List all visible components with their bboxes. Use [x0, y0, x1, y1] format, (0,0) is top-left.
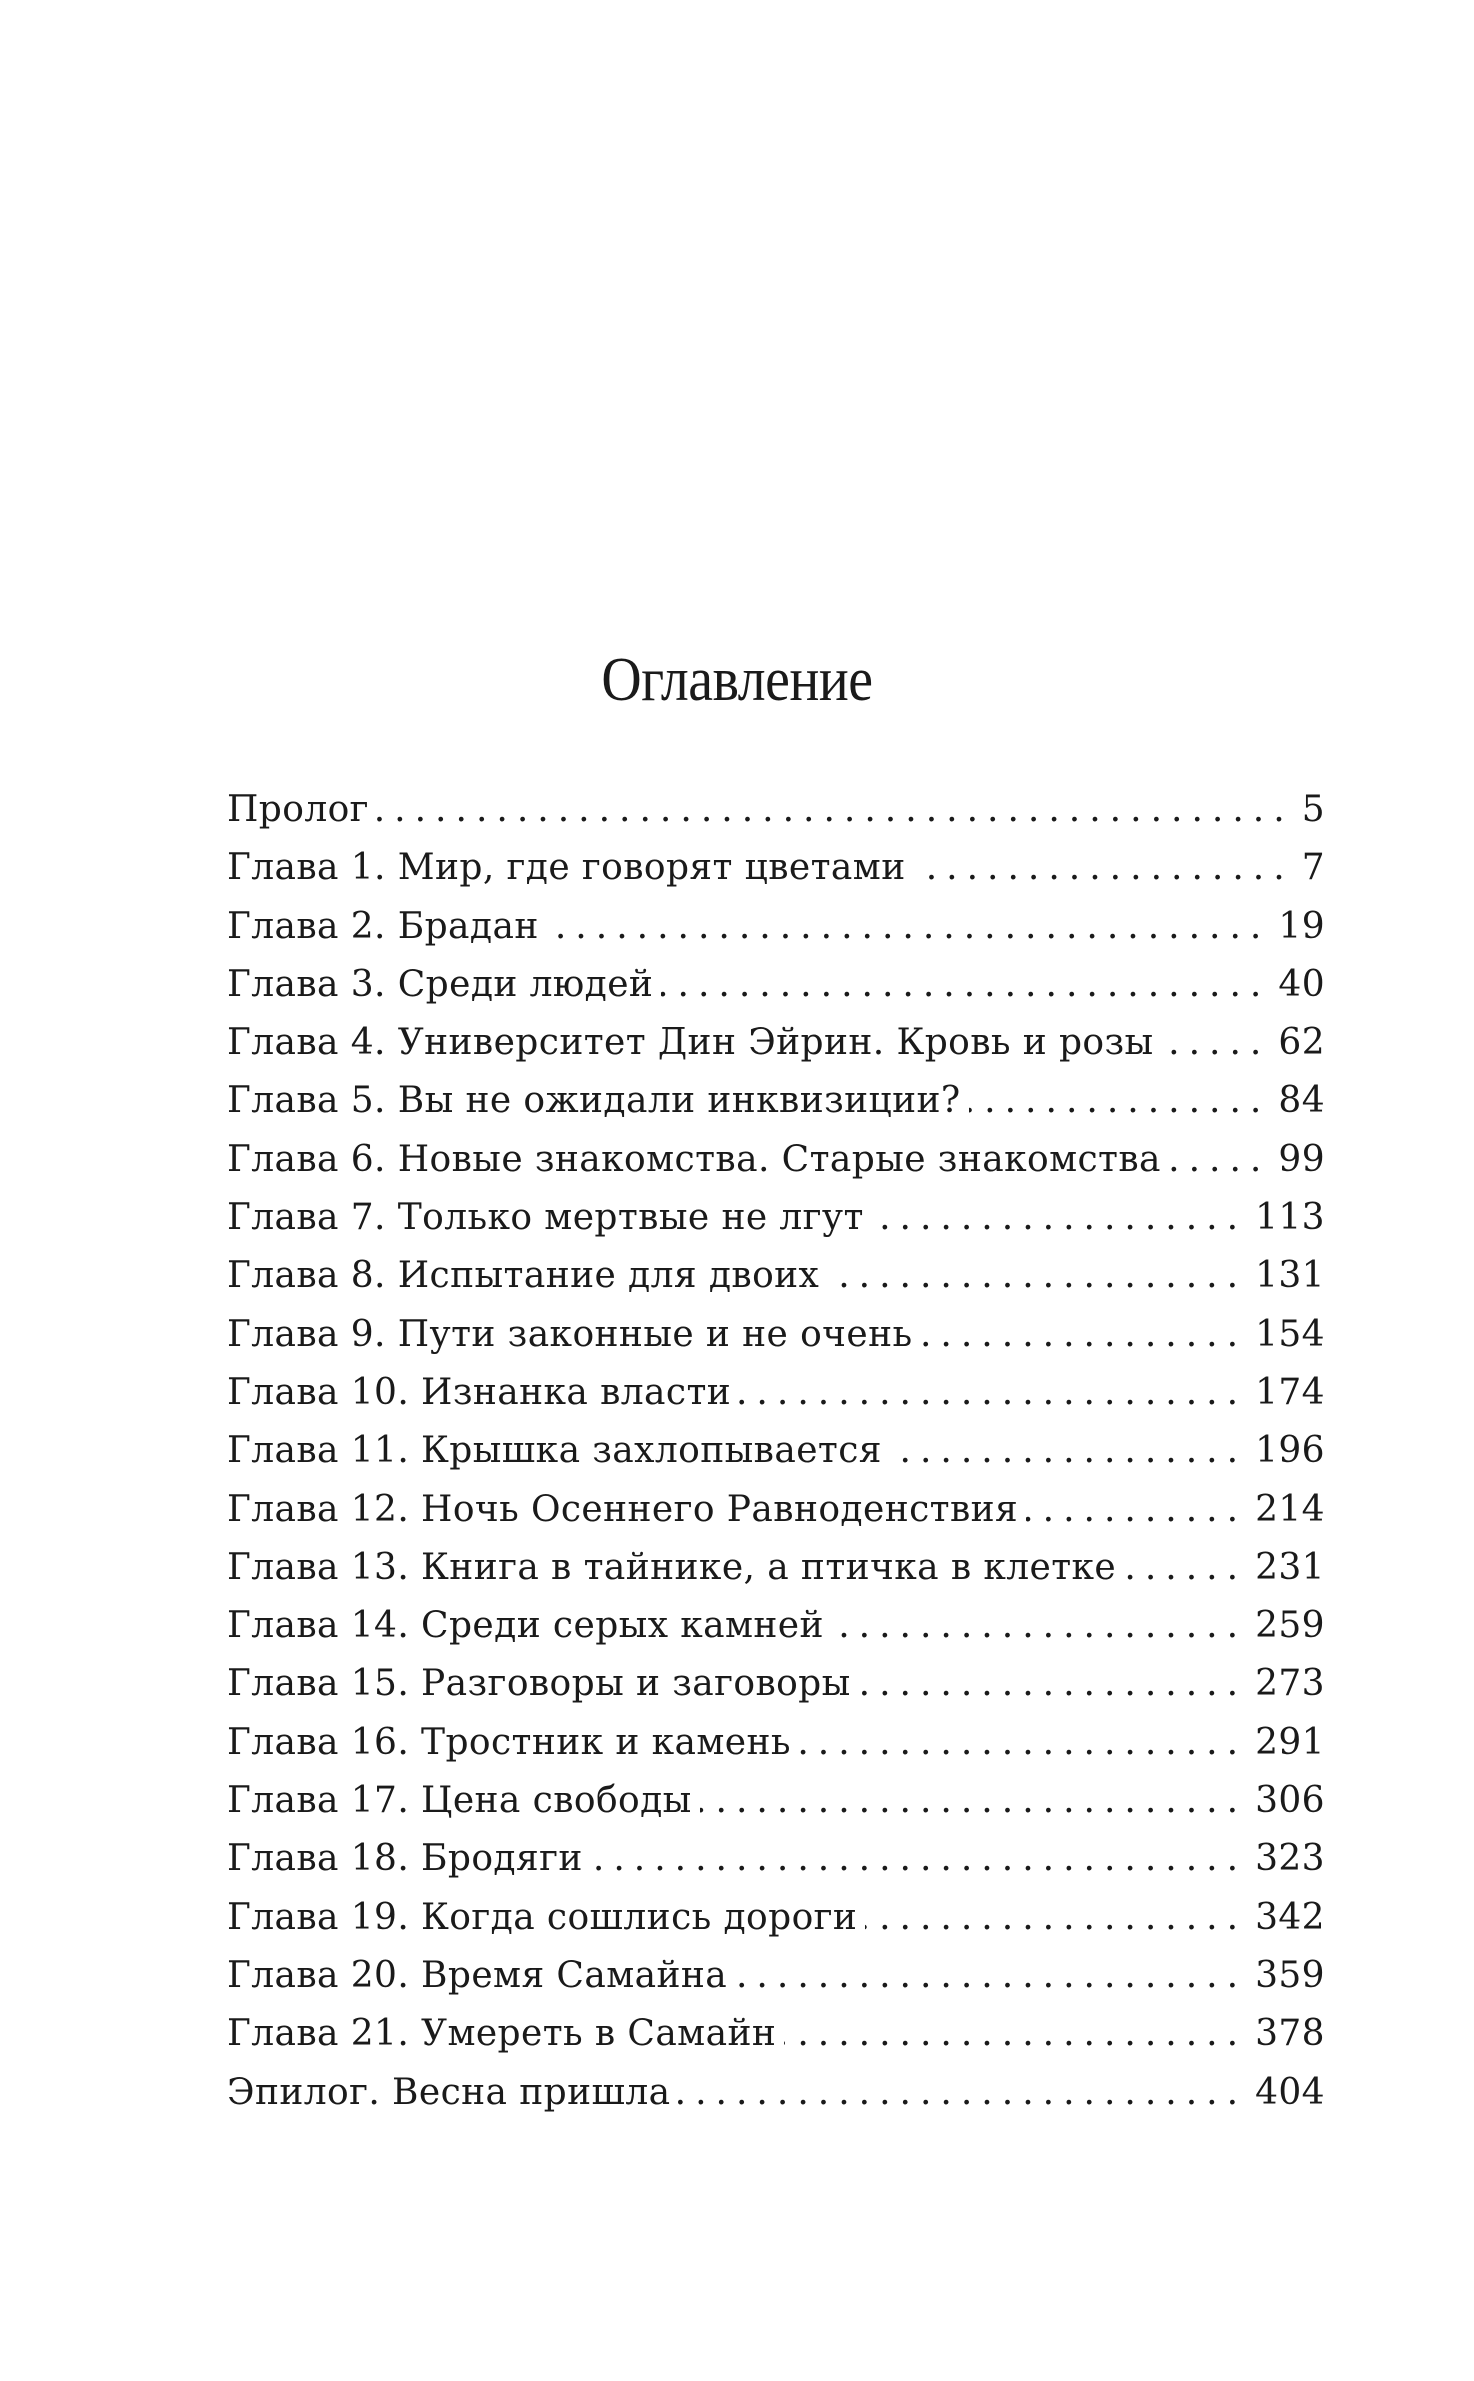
- dot-leader: [827, 1247, 1247, 1305]
- toc-entry-page: 291: [1255, 1721, 1325, 1763]
- dot-leader: [1026, 1481, 1247, 1539]
- toc-entry-page: 113: [1255, 1197, 1325, 1239]
- toc-entry-page: 214: [1255, 1488, 1325, 1530]
- toc-entry-chapter-9: [227, 1306, 1325, 1364]
- toc-entry-title: Глава 3. Среди людей: [227, 963, 654, 1005]
- toc-entry-title: Глава 17. Цена свободы: [227, 1780, 692, 1822]
- dot-leader: [735, 1947, 1247, 2005]
- toc-entry-chapter-2: [227, 898, 1325, 956]
- toc-entry-title: Глава 13. Книга в тайнике, а птичка в клетке: [227, 1546, 1117, 1588]
- toc-entry-page: 99: [1278, 1138, 1325, 1180]
- toc-entry-title: Глава 2. Брадан: [227, 905, 539, 947]
- toc-entry-chapter-4: [227, 1014, 1325, 1072]
- toc-entry-title: Пролог: [227, 789, 369, 830]
- toc-entry-title: Глава 4. Университет Дин Эйрин. Кровь и розы: [227, 1022, 1154, 1064]
- toc-entry-title: Глава 15. Разговоры и заговоры: [227, 1663, 851, 1705]
- toc-entry-title: Эпилог. Весна пришла: [227, 2071, 671, 2113]
- dot-leader: [914, 839, 1294, 897]
- toc-entry-title: Глава 10. Изнанка власти: [227, 1371, 732, 1413]
- toc-entry-page: 259: [1255, 1605, 1325, 1647]
- toc-entry-page: 306: [1255, 1780, 1325, 1822]
- toc-entry-title: Глава 16. Тростник и камень: [227, 1721, 791, 1763]
- toc-entry-chapter-11: [227, 1422, 1325, 1480]
- dot-leader: [872, 1189, 1247, 1247]
- toc-entry-title: Глава 20. Время Самайна: [227, 1954, 728, 1996]
- toc-entry-title: Глава 1. Мир, где говорят цветами: [227, 847, 906, 889]
- dot-leader: [890, 1422, 1247, 1480]
- toc-entry-page: 131: [1255, 1255, 1325, 1297]
- toc-entry-chapter-20: [227, 1947, 1325, 2005]
- toc-entry-title: Глава 9. Пути законные и не очень: [227, 1313, 913, 1355]
- toc-entry-chapter-6: [227, 1131, 1325, 1189]
- toc-entry-chapter-10: [227, 1364, 1325, 1422]
- toc-entry-chapter-16: [227, 1714, 1325, 1772]
- toc-entry-page: 5: [1301, 789, 1325, 830]
- dot-leader: [832, 1597, 1247, 1655]
- toc-entry-chapter-7: [227, 1189, 1325, 1247]
- dot-leader: [1169, 1131, 1271, 1189]
- toc-entry-prologue: [227, 781, 1325, 839]
- toc-entry-title: Глава 11. Крышка захлопывается: [227, 1430, 882, 1472]
- toc-entry-chapter-15: [227, 1655, 1325, 1713]
- page-title: Оглавление: [601, 646, 873, 714]
- dot-leader: [969, 1072, 1271, 1130]
- toc-entry-page: 342: [1255, 1896, 1325, 1938]
- dot-leader: [739, 1364, 1247, 1422]
- toc-entry-title: Глава 19. Когда сошлись дороги: [227, 1896, 858, 1938]
- toc-entry-chapter-19: [227, 1889, 1325, 1947]
- toc-entry-title: Глава 18. Бродяги: [227, 1838, 583, 1880]
- toc-entry-page: 154: [1255, 1313, 1325, 1355]
- toc-entry-title: Глава 21. Умереть в Самайн: [227, 2013, 777, 2055]
- toc-entry-title: Глава 8. Испытание для двоих: [227, 1255, 820, 1297]
- toc-entry-chapter-1: [227, 839, 1325, 897]
- toc-entry-page: 196: [1255, 1430, 1325, 1472]
- toc-entry-page: 273: [1255, 1663, 1325, 1705]
- toc-entry-title: Глава 5. Вы не ожидали инквизиции?: [227, 1080, 961, 1122]
- dot-leader: [859, 1655, 1247, 1713]
- toc-entry-page: 62: [1278, 1022, 1325, 1064]
- toc-entry-page: 378: [1255, 2013, 1325, 2055]
- toc-entry-page: 40: [1278, 963, 1325, 1005]
- toc-entry-page: 404: [1255, 2071, 1325, 2113]
- dot-leader: [661, 956, 1270, 1014]
- toc-entry-page: 19: [1278, 905, 1325, 947]
- dot-leader: [678, 2064, 1247, 2122]
- toc-entry-page: 7: [1301, 847, 1325, 889]
- toc-entry-page: 231: [1255, 1546, 1325, 1588]
- dot-leader: [700, 1772, 1247, 1830]
- toc-entry-chapter-8: [227, 1247, 1325, 1305]
- toc-entry-chapter-13: [227, 1539, 1325, 1597]
- toc-entry-chapter-17: [227, 1772, 1325, 1830]
- toc-entry-epilogue: [227, 2064, 1325, 2122]
- dot-leader: [377, 781, 1294, 839]
- toc-entry-title: Глава 14. Среди серых камней: [227, 1605, 824, 1647]
- dot-leader: [920, 1306, 1247, 1364]
- toc-entry-page: 174: [1255, 1371, 1325, 1413]
- toc-entry-title: Глава 7. Только мертвые не лгут: [227, 1197, 864, 1239]
- dot-leader: [865, 1889, 1247, 1947]
- dot-leader: [591, 1830, 1247, 1888]
- table-of-contents: [227, 781, 1325, 2122]
- dot-leader: [784, 2005, 1247, 2063]
- dot-leader: [1124, 1539, 1247, 1597]
- dot-leader: [1162, 1014, 1271, 1072]
- toc-entry-chapter-14: [227, 1597, 1325, 1655]
- dot-leader: [547, 898, 1271, 956]
- toc-entry-chapter-3: [227, 956, 1325, 1014]
- toc-entry-title: Глава 6. Новые знакомства. Старые знакомства: [227, 1138, 1161, 1180]
- dot-leader: [799, 1714, 1247, 1772]
- toc-entry-chapter-12: [227, 1481, 1325, 1539]
- toc-entry-page: 84: [1278, 1080, 1325, 1122]
- toc-entry-chapter-5: [227, 1072, 1325, 1130]
- toc-entry-page: 323: [1255, 1838, 1325, 1880]
- toc-entry-page: 359: [1255, 1954, 1325, 1996]
- toc-entry-chapter-21: [227, 2005, 1325, 2063]
- toc-entry-chapter-18: [227, 1830, 1325, 1888]
- toc-entry-title: Глава 12. Ночь Осеннего Равноденствия: [227, 1488, 1019, 1530]
